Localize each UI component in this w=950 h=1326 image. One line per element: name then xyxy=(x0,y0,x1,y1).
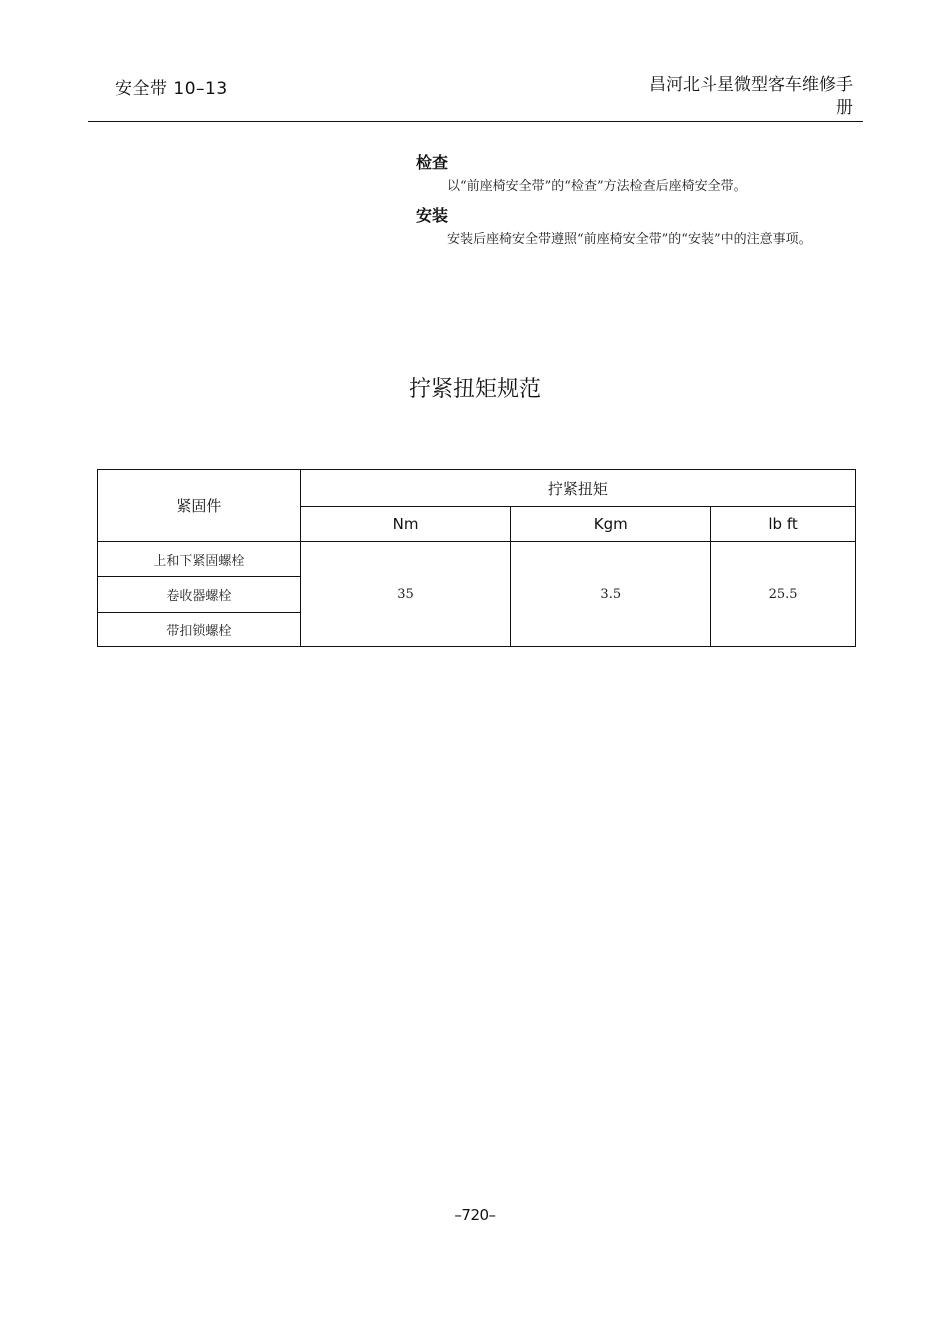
torque-spec-table xyxy=(97,469,856,647)
install-paragraph: 安装后座椅安全带遵照“前座椅安全带”的“安装”中的注意事项。 xyxy=(447,232,812,247)
table-header-row xyxy=(98,470,856,507)
unit-nm-header: Nm xyxy=(300,507,511,542)
torque-value-lbft: 25.5 xyxy=(711,542,856,647)
running-header-section: 安全带 10–13 xyxy=(115,79,228,99)
running-header-book-title xyxy=(613,74,853,120)
torque-spec-title: 拧紧扭矩规范 xyxy=(408,377,541,402)
inspect-section xyxy=(416,150,856,200)
header-divider xyxy=(88,121,863,122)
fastener-name: 上和下紧固螺栓 xyxy=(98,542,301,577)
book-title-line-2: 册 xyxy=(836,98,853,118)
install-section xyxy=(416,203,856,253)
table-row xyxy=(98,542,856,577)
unit-kgm-header: Kgm xyxy=(511,507,711,542)
book-title-line-1: 昌河北斗星微型客车维修手 xyxy=(649,75,853,95)
fastener-column-header: 紧固件 xyxy=(98,470,301,542)
torque-column-header: 拧紧扭矩 xyxy=(300,470,855,507)
torque-value-nm: 35 xyxy=(300,542,511,647)
fastener-name: 带扣锁螺栓 xyxy=(98,613,301,647)
inspect-paragraph: 以“前座椅安全带”的“检查”方法检查后座椅安全带。 xyxy=(447,179,747,194)
install-heading: 安装 xyxy=(416,206,449,225)
unit-lbft-header: lb ft xyxy=(711,507,856,542)
page-number: –720– xyxy=(454,1206,496,1224)
torque-value-kgm: 3.5 xyxy=(511,542,711,647)
inspect-heading: 检查 xyxy=(416,153,449,172)
fastener-name: 卷收器螺栓 xyxy=(98,577,301,613)
